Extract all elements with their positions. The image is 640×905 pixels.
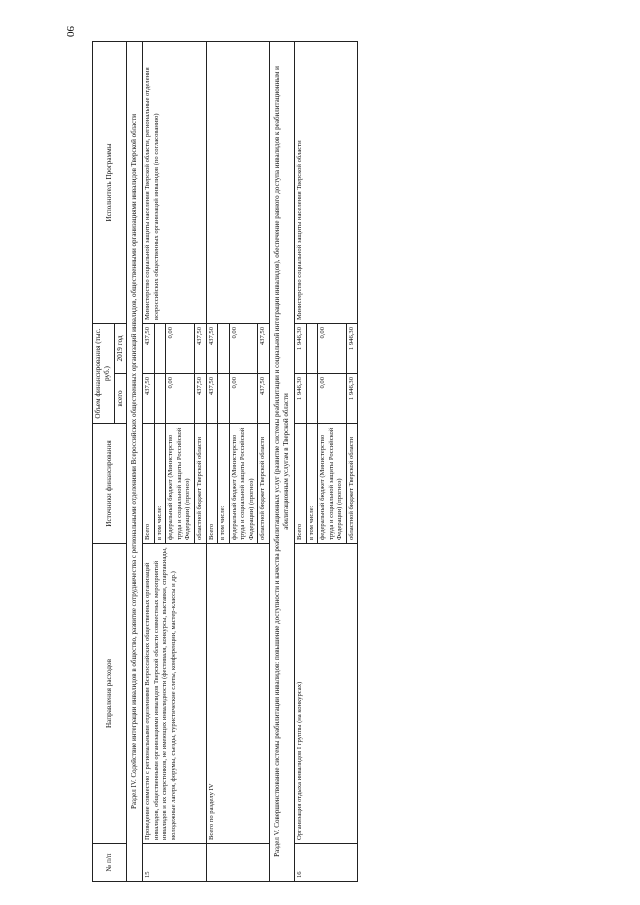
header-volume: Объем финансирования (тыс. руб.) (93, 324, 115, 424)
source-total: 0,00 (318, 374, 347, 424)
source-year (154, 324, 166, 374)
source-label: областной бюджет Тверской области (346, 424, 358, 544)
total4-num-empty (206, 844, 269, 882)
source-total: 0,00 (229, 374, 258, 424)
source-total: 0,00 (166, 374, 195, 424)
source-year (306, 324, 318, 374)
source-year: 1 946,30 (346, 324, 358, 374)
rotated-page (92, 42, 592, 882)
page-number: 90 (64, 26, 76, 37)
source-label: федеральный бюджет (Министерство труда и социальной защиты Российской Федерации) (прогноз) (229, 424, 258, 544)
total4-executor-empty (206, 42, 269, 324)
table-row (206, 42, 218, 882)
source-year: 437,50 (143, 324, 155, 374)
header-executor: Исполнитель Программы (93, 42, 127, 324)
table-row (295, 42, 307, 882)
source-total (154, 374, 166, 424)
row15-executor: Министерство социальной защиты населения Тверской области, региональные отделения всероссийских общественных организаций инвалидов (по согласованию) (143, 42, 206, 324)
source-year: 437,50 (194, 324, 206, 374)
source-total: 437,50 (258, 374, 270, 424)
source-label: федеральный бюджет (Министерство труда и социальной защиты Российской Федерации) (прогноз) (318, 424, 347, 544)
source-total: 437,50 (206, 374, 218, 424)
source-total: 1 946,30 (346, 374, 358, 424)
source-year: 437,50 (258, 324, 270, 374)
source-label: в том числе: (306, 424, 318, 544)
source-label: Всего (143, 424, 155, 544)
source-total (218, 374, 230, 424)
source-total: 437,50 (143, 374, 155, 424)
total4-label: Всего по разделу IV (206, 544, 269, 844)
source-year: 0,00 (318, 324, 347, 374)
financing-table (92, 41, 358, 882)
source-year: 437,50 (206, 324, 218, 374)
source-total (306, 374, 318, 424)
source-total: 1 946,30 (295, 374, 307, 424)
row15-num: 15 (143, 844, 206, 882)
header-source: Источники финансирования (93, 424, 127, 544)
source-year: 0,00 (229, 324, 258, 374)
header-total: всего (114, 374, 126, 424)
source-label: областной бюджет Тверской области (258, 424, 270, 544)
source-label: в том числе: (218, 424, 230, 544)
source-year: 1 946,30 (295, 324, 307, 374)
source-label: областной бюджет Тверской области (194, 424, 206, 544)
row15-direction: Проведение совместно с региональными отделениями Всероссийских общественных организаций инвалидов, общественными организациями инвалидов Тверской области совместных мероприятий инвалидов и их сверстников, не имеющих инвалидности (фестиваля, конкурсы, выставки, спартакиады, молодежные лагеря, форумы, съезды, туристические слеты, конференции, мастер-классы и др.) (143, 544, 206, 844)
source-label: Всего (206, 424, 218, 544)
header-num: № п/п (93, 844, 127, 882)
header-year: 2019 год (114, 324, 126, 374)
row16-direction: Организация отдыха инвалидов I группы (на конкурсах) (295, 544, 358, 844)
source-total: 437,50 (194, 374, 206, 424)
row16-num: 16 (295, 844, 358, 882)
source-label: Всего (295, 424, 307, 544)
source-label: федеральный бюджет (Министерство труда и социальной защиты Российской Федерации) (прогноз) (166, 424, 195, 544)
source-year: 0,00 (166, 324, 195, 374)
header-direction: Направления расходов (93, 544, 127, 844)
section4-title: Раздел IV. Содействие интеграции инвалидов в общество, развитие сотрудничества с региональными отделениями Всероссийских общественных организаций инвалидов, общественными организациями инвалидов Тверской области (127, 42, 143, 882)
row16-executor: Министерство социальной защиты населения Тверской области (295, 42, 358, 324)
source-label: в том числе: (154, 424, 166, 544)
source-year (218, 324, 230, 374)
section5-title: Раздел V. Совершенствование системы реабилитации инвалидов: повышение доступности и качества реабилитационных услуг (развитие системы реабилитации и социальной интеграции инвалидов), обеспечение равного доступа инвалидов к реабилитационным и абилитационным услугам в Тверской области (269, 42, 294, 882)
table-row (143, 42, 155, 882)
